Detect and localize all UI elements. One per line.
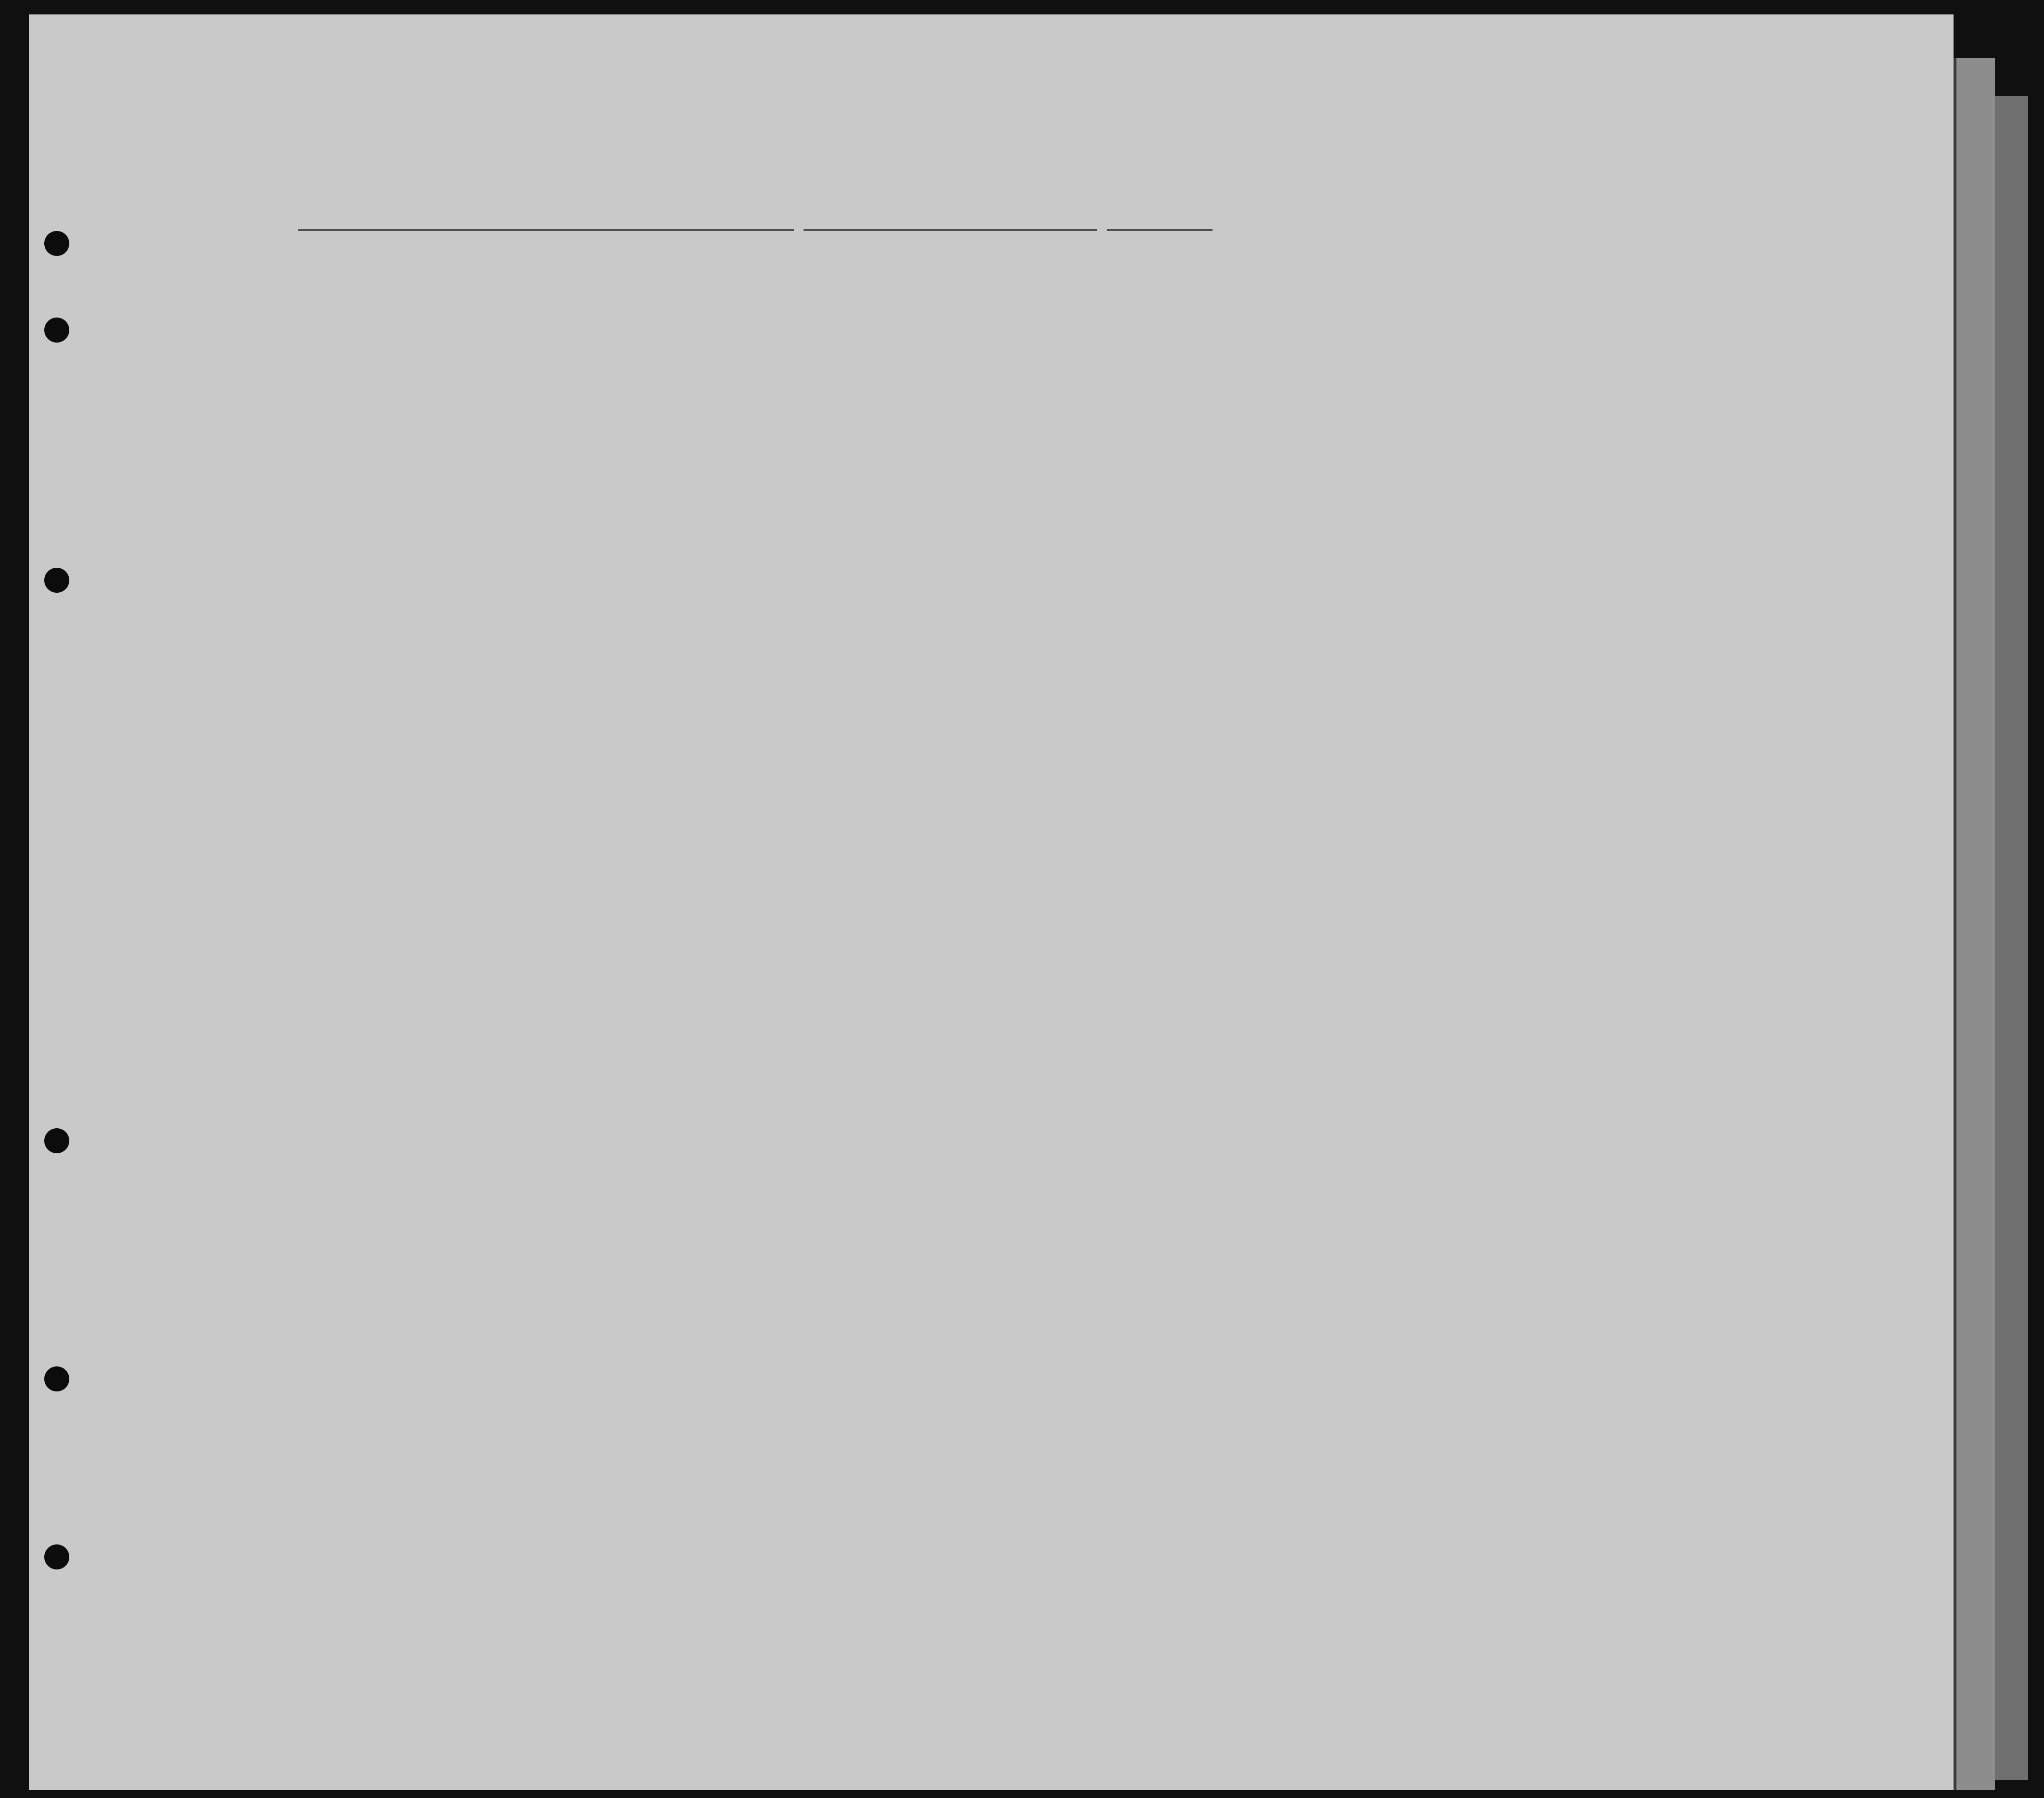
header-c29 — [1398, 298, 1431, 428]
header-c24-a — [1095, 320, 1124, 426]
header-c24-b — [1140, 320, 1164, 426]
header-c24-c — [1184, 320, 1208, 426]
header-c28 — [1350, 298, 1388, 428]
header-c30 — [1441, 298, 1470, 428]
header-c25 — [1246, 298, 1275, 428]
